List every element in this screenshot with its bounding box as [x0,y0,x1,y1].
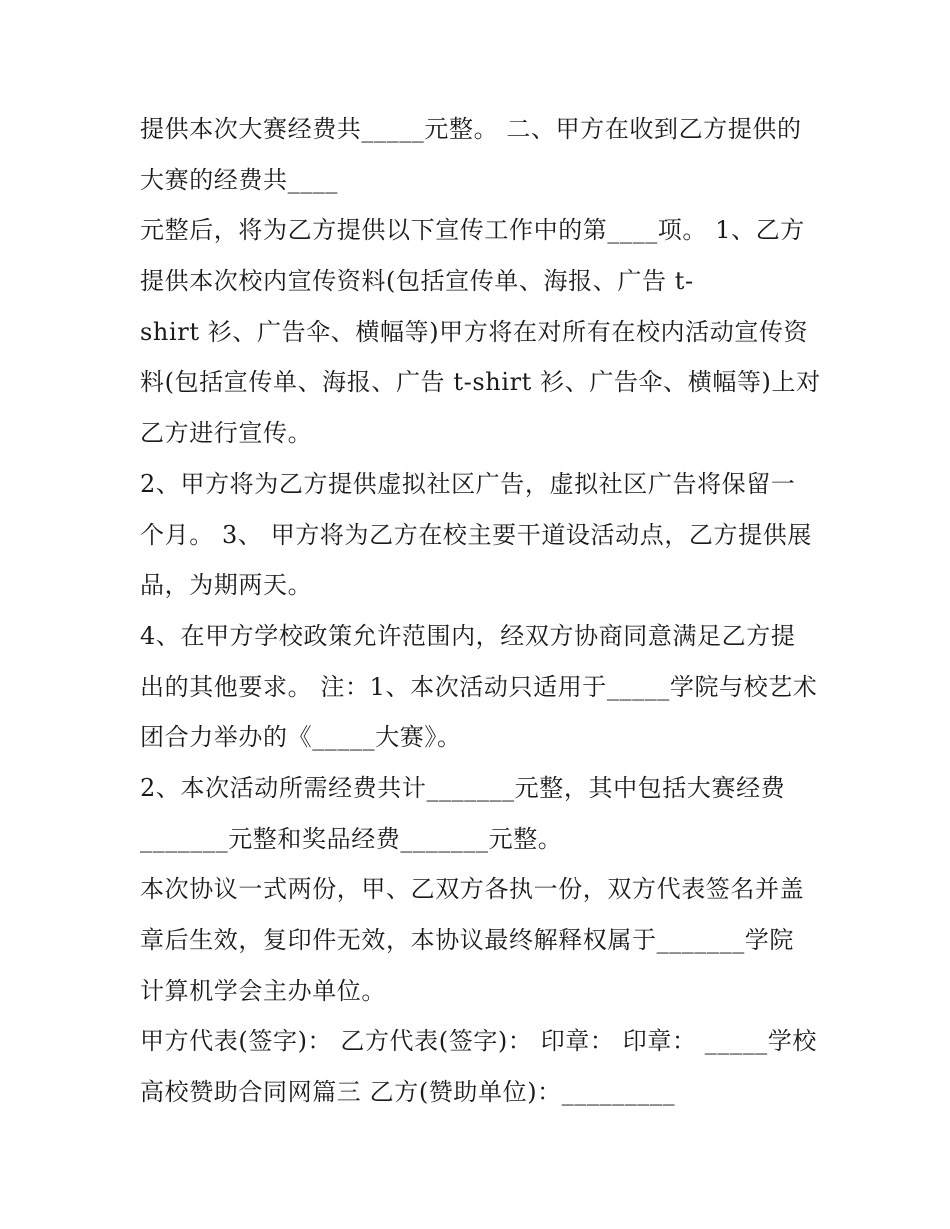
text-line: 本次协议一式两份，甲、乙双方各执一份，双方代表签名并盖 [140,875,805,904]
text-line: 大赛的经费共____ [140,165,338,194]
text-line: _______元整和奖品经费_______元整。 [140,824,563,853]
text-line: 个月。 3、 甲方将为乙方在校主要干道设活动点，乙方提供展 [140,520,812,549]
text-line: 料(包括宣传单、海报、广告 t-shirt 衫、广告伞、横幅等)上对 [140,368,821,397]
text-line: 元整后，将为乙方提供以下宣传工作中的第____项。 1、乙方 [140,216,805,245]
text-line: 2、本次活动所需经费共计_______元整，其中包括大赛经费 [140,773,786,802]
text-line: 2、甲方将为乙方提供虚拟社区广告，虚拟社区广告将保留一 [140,469,796,498]
text-line: 提供本次校内宣传资料(包括宣传单、海报、广告 t- [140,267,694,296]
text-line: shirt 衫、广告伞、横幅等)甲方将在对所有在校内活动宣传资 [140,317,809,346]
text-line: 团合力举办的《_____大赛》。 [140,723,462,752]
text-line: 4、在甲方学校政策允许范围内，经双方协商同意满足乙方提 [140,621,796,650]
signature-line: 甲方代表(签字)： 乙方代表(签字)： 印章： 印章： _____学校 [140,1027,817,1056]
text-line: 提供本次大赛经费共_____元整。 二、甲方在收到乙方提供的 [140,115,802,143]
text-line: 品，为期两天。 [140,571,313,600]
text-line: 出的其他要求。 注：1、本次活动只适用于_____学院与校艺术 [140,672,818,701]
text-line: 计算机学会主办单位。 [140,976,386,1005]
section-heading-line: 高校赞助合同网篇三 乙方(赞助单位)：_________ [140,1078,676,1107]
text-line: 乙方进行宣传。 [140,419,313,448]
text-line: 章后生效，复印件无效，本协议最终解释权属于_______学院 [140,926,794,954]
document-body [140,104,820,1118]
